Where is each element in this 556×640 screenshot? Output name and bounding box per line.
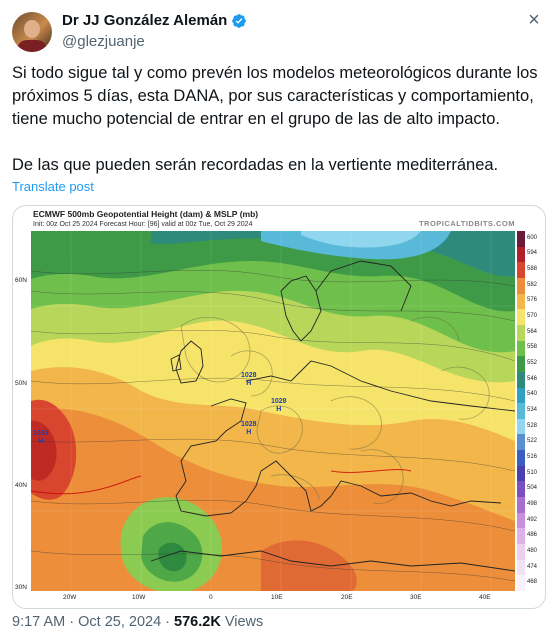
legend-swatch: [517, 309, 525, 325]
legend-swatch: [517, 356, 525, 372]
legend-label: 600: [527, 234, 538, 241]
legend-swatch: [517, 262, 525, 278]
tweet-paragraph-2: De las que pueden serán recordadas en la vertiente mediterránea.: [12, 156, 499, 174]
legend-label: 528: [527, 422, 538, 429]
footer-separator: ·: [69, 614, 75, 630]
lon-label: 20E: [341, 594, 353, 601]
legend-label: 486: [527, 532, 538, 539]
legend-swatch: [517, 341, 525, 357]
weather-map-image[interactable]: [12, 205, 546, 609]
legend-label: 522: [527, 438, 538, 445]
lon-label: 0: [209, 594, 213, 601]
high-pressure-center: 1028 H: [241, 421, 257, 436]
legend-swatch: [517, 450, 525, 466]
legend-swatch: [517, 434, 525, 450]
legend-label: 480: [527, 547, 538, 554]
lon-label: 10E: [271, 594, 283, 601]
legend-swatch: [517, 403, 525, 419]
legend-label: 474: [527, 563, 538, 570]
legend-swatch: [517, 247, 525, 263]
author-name[interactable]: Dr JJ González Alemán: [62, 12, 228, 29]
legend-label: 570: [527, 313, 538, 320]
tweet-paragraph-1: Si todo sigue tal y como prevén los modelos meteorológicos durante los próximos 5 días, esta DANA, por sus características y comportamiento, tiene mucho potencial de entrar en el grupo de las de alto impacto.: [12, 64, 538, 128]
legend-swatch: [517, 497, 525, 513]
legend-label: 576: [527, 297, 538, 304]
post-date[interactable]: Oct 25, 2024: [78, 614, 162, 630]
lat-label: 60N: [15, 277, 27, 284]
legend-label: 534: [527, 407, 538, 413]
lat-label: 40N: [15, 482, 27, 489]
author-handle[interactable]: @glezjuanje: [62, 33, 145, 50]
views-count: 576.2K: [174, 614, 221, 630]
legend-swatch: [517, 544, 525, 560]
legend-label: 588: [527, 266, 538, 273]
legend-swatch: [517, 528, 525, 544]
map-subtitle: Init: 00z Oct 25 2024 Forecast Hour: [96] valid at 00z Tue, Oct 29 2024: [33, 221, 253, 228]
high-pressure-center: 1033 H: [33, 430, 49, 445]
high-pressure-center: 1028 H: [241, 372, 257, 387]
legend-swatch: [517, 294, 525, 310]
lon-label: 20W: [63, 594, 77, 601]
legend-swatch: [517, 466, 525, 482]
avatar[interactable]: [12, 12, 52, 52]
author-name-row[interactable]: [62, 12, 247, 29]
legend-label: 510: [527, 469, 538, 476]
legend-swatch: [517, 575, 525, 591]
legend-label: 492: [527, 516, 538, 523]
lon-label: 30E: [410, 594, 422, 601]
legend-swatch: [517, 481, 525, 497]
lat-label: 50N: [15, 380, 27, 387]
legend-label: 552: [527, 360, 538, 367]
high-pressure-center: 1028 H: [271, 398, 287, 413]
views-label: Views: [224, 614, 264, 630]
legend-swatch: [517, 278, 525, 294]
legend-label: 468: [527, 579, 538, 586]
lat-label: 30N: [15, 584, 27, 591]
color-legend: [517, 231, 541, 591]
lon-label: 40E: [479, 594, 491, 601]
map-brand: TROPICALTIDBITS.COM: [418, 219, 515, 228]
map-title: ECMWF 500mb Geopotential Height (dam) & MSLP (mb): [33, 209, 259, 219]
legend-label: 558: [527, 344, 538, 351]
legend-label: 504: [527, 485, 538, 492]
tweet-header: [12, 10, 544, 56]
footer-separator: ·: [165, 614, 171, 630]
legend-label: 564: [527, 328, 538, 335]
legend-swatch: [517, 372, 525, 388]
legend-label: 582: [527, 281, 538, 288]
legend-label: 546: [527, 375, 538, 382]
tweet-footer: [12, 614, 263, 630]
lon-label: 10W: [132, 594, 146, 601]
legend-label: 498: [527, 500, 538, 507]
post-time[interactable]: 9:17 AM: [12, 614, 66, 630]
legend-swatch: [517, 513, 525, 529]
close-icon[interactable]: ×: [528, 9, 540, 31]
legend-swatch: [517, 419, 525, 435]
tweet-text: [12, 62, 544, 177]
legend-label: 540: [527, 391, 538, 398]
legend-swatch: [517, 388, 525, 404]
translate-post-link[interactable]: Translate post: [12, 179, 94, 194]
legend-label: 516: [527, 453, 538, 460]
legend-swatch: [517, 231, 525, 247]
verified-badge-icon: [231, 13, 247, 29]
legend-label: 594: [527, 250, 538, 257]
legend-swatch: [517, 325, 525, 341]
legend-swatch: [517, 560, 525, 576]
